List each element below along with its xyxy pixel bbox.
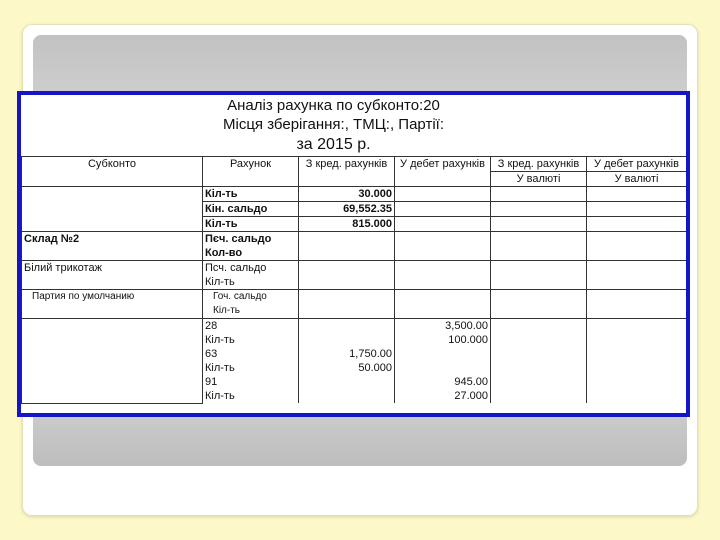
report-subtitle: Місця зберігання:, ТМЦ:, Партії: [223,116,444,133]
cell-value: 815.000 [299,217,395,232]
cell-label: Гоч. сальдо [203,290,299,305]
subkonto-sklad: Склад №2 [22,232,203,261]
table-row [22,290,687,305]
cell-value: 30.000 [299,187,395,202]
cell-value: 3,500.00 [395,319,491,334]
col-u-debet-val: У дебет рахунків [587,157,687,172]
subkonto-cell [22,319,203,404]
subkonto-cell [22,187,203,232]
cell-label: Пєч. сальдо [203,232,299,247]
cell-value: 100.000 [395,333,491,347]
cell-label: Кіл-ть [203,389,299,403]
col-z-kred-val: З кред. рахунків [491,157,587,172]
cell-label: Кін. сальдо [203,202,299,217]
col-subkonto: Субконто [22,157,203,187]
cell-label: Кіл-ть [203,333,299,347]
report-table [21,156,687,404]
cell-value: 27.000 [395,389,491,403]
cell-label: Кіл-ть [203,304,299,319]
col-val1: У валюті [491,172,587,187]
cell-label: Кол-во [203,246,299,261]
cell-value: 945.00 [395,375,491,389]
col-rakhunok: Рахунок [203,157,299,187]
cell-account: 63 [203,347,299,361]
table-row [22,232,687,247]
subkonto-partiya: Партия по умолчанию [22,290,203,319]
cell-label: Кіл-ть [203,275,299,290]
cell-label: Кіл-ть [203,187,299,202]
cell-account: 28 [203,319,299,334]
table-row [22,261,687,276]
cell-label: Кіл-ть [203,217,299,232]
cell-value: 1,750.00 [299,347,395,361]
cell-value: 50.000 [299,361,395,375]
header-row [22,157,687,172]
col-u-debet: У дебет рахунків [395,157,491,187]
table-row [22,187,687,202]
table-row [22,319,687,334]
subkonto-bilyi: Білий трикотаж [22,261,203,290]
report-title: Аналіз рахунка по субконто:20 [227,97,440,114]
report-period: за 2015 р. [296,136,371,153]
cell-value: 69,552.35 [299,202,395,217]
cell-label: Псч. сальдо [203,261,299,276]
col-val2: У валюті [587,172,687,187]
cell-label: Кіл-ть [203,361,299,375]
cell-account: 91 [203,375,299,389]
report-document [17,91,690,417]
col-z-kred: З кред. рахунків [299,157,395,187]
